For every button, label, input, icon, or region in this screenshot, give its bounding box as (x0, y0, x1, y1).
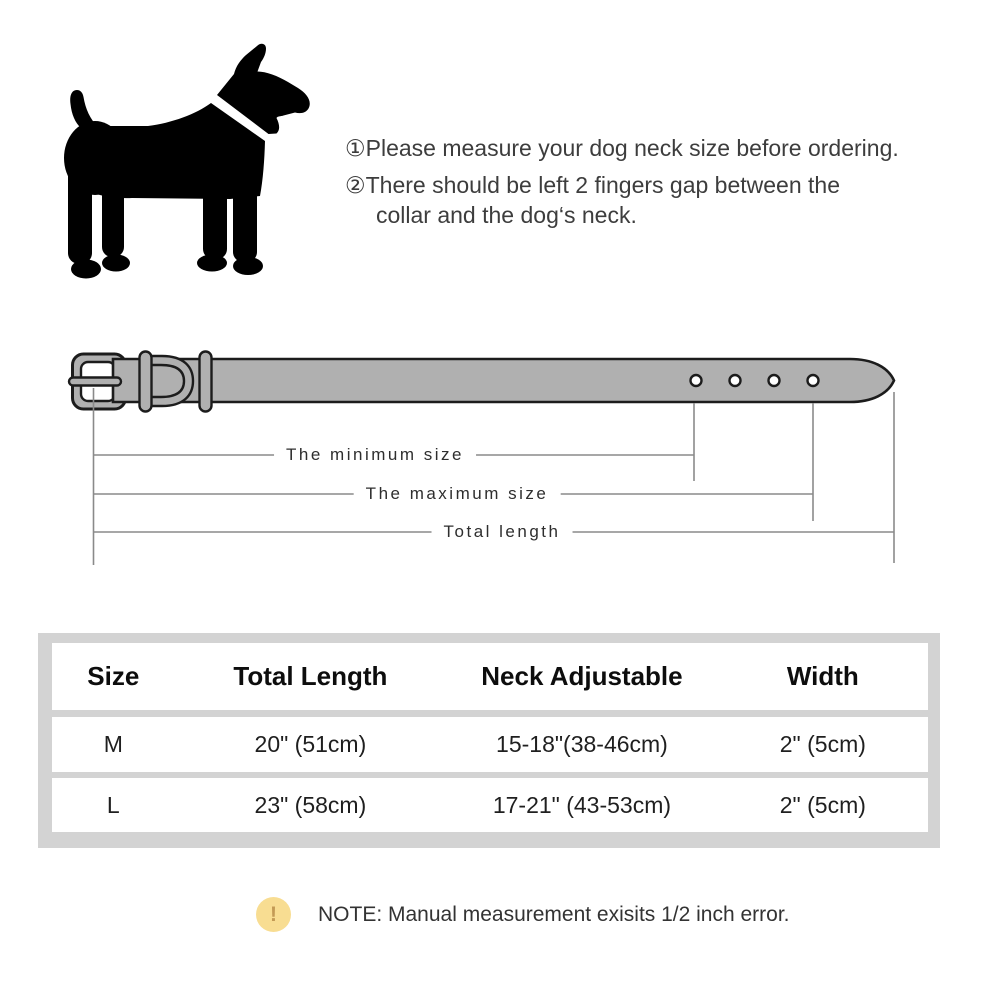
dog-silhouette-image (40, 20, 320, 300)
dog-body-shapes (64, 44, 310, 279)
size-chart-table (38, 633, 940, 848)
instruction-2 (345, 170, 945, 230)
measurement-note (256, 897, 790, 932)
cell-width-m: 2" (5cm) (779, 731, 866, 757)
header-neck-adjustable: Neck Adjustable (481, 661, 683, 691)
header-width: Width (786, 661, 859, 691)
instruction-2-line2: collar and the dog‘s neck. (376, 202, 637, 228)
collar-diagram (0, 330, 1000, 580)
table-row (52, 717, 928, 772)
cell-width-l: 2" (5cm) (779, 791, 866, 818)
cell-neck-adjustable-l: 17-21" (43-53cm) (492, 791, 672, 818)
cell-total-length-m: 20" (51cm) (254, 731, 367, 757)
cell-size-m: M (103, 731, 123, 757)
label-minimum-size: The minimum size (274, 445, 476, 465)
ordering-instructions (345, 133, 945, 230)
cell-total-length-l: 23" (58cm) (254, 791, 367, 818)
cell-size-l: L (106, 791, 120, 818)
header-size: Size (87, 661, 140, 691)
instruction-2-line1: ②There should be left 2 fingers gap between the (345, 172, 840, 198)
buckle-prong (69, 378, 121, 386)
exclamation-icon: ! (256, 897, 291, 932)
note-text: NOTE: Manual measurement exisits 1/2 inch error. (318, 902, 790, 926)
instruction-1: ①Please measure your dog neck size before ordering. (345, 135, 899, 161)
table-row (52, 778, 928, 832)
size-table-header-row (52, 643, 928, 710)
cell-neck-adjustable-m: 15-18"(38-46cm) (496, 731, 668, 757)
label-maximum-size: The maximum size (354, 484, 561, 504)
strap-keeper-2 (200, 352, 212, 412)
label-total-length: Total length (432, 522, 573, 542)
strap-keeper-1 (140, 352, 152, 412)
header-total-length: Total Length (233, 661, 388, 691)
